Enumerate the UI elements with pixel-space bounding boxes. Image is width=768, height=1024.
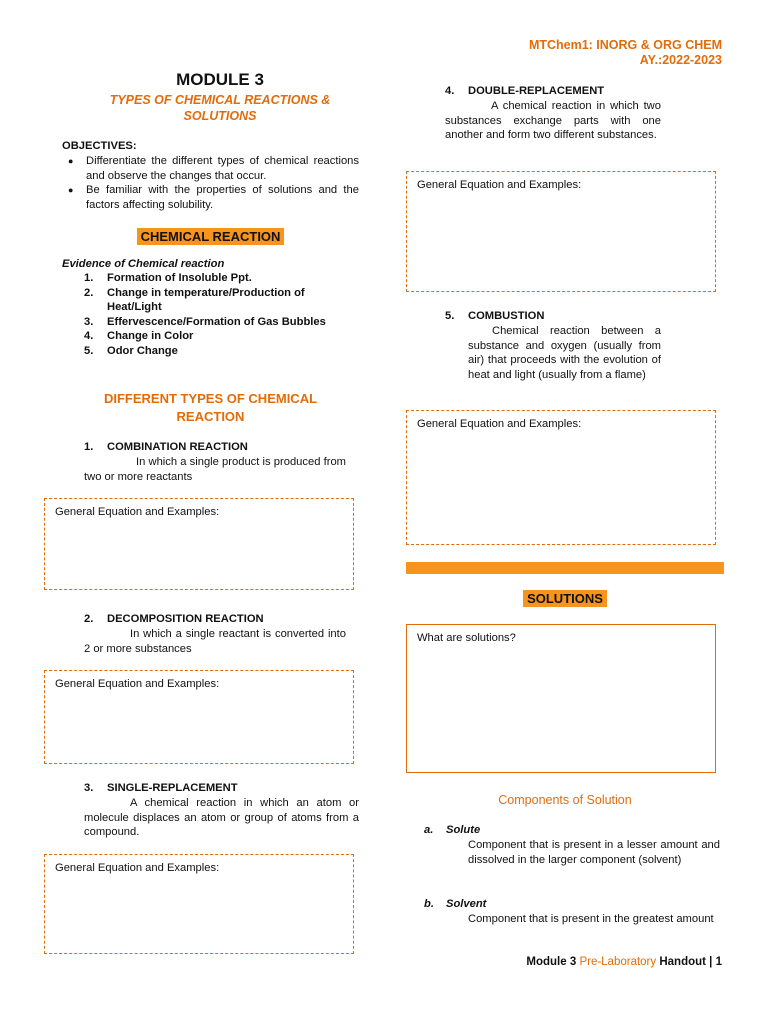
solutions-answer-box[interactable] xyxy=(406,624,716,773)
objectives-heading: OBJECTIVES: xyxy=(62,140,137,152)
double-replacement-answer-box[interactable] xyxy=(406,171,716,292)
objective-item: ● Be familiar with the properties of solutions and the factors affecting solubility. xyxy=(62,183,359,212)
decomposition-title: 2. DECOMPOSITION REACTION xyxy=(84,613,264,625)
evidence-item: 4. Change in Color xyxy=(84,330,194,343)
page-footer xyxy=(526,955,722,970)
evidence-item: 5. Odor Change xyxy=(84,344,178,357)
section-divider-bar xyxy=(406,562,724,574)
component-solute-term: a. Solute xyxy=(424,824,481,836)
components-heading: Components of Solution xyxy=(498,793,632,807)
combustion-desc: Chemical reaction between a substance and oxygen (usually from air) that proceeds with the evolution of heat and light (usually from a flame) xyxy=(468,325,661,381)
objective-item: ● Differentiate the different types of chemical reactions and observe the changes that occur. xyxy=(62,154,359,183)
evidence-item: 2. Change in temperature/Production of Heat/Light xyxy=(84,286,305,314)
box-label: General Equation and Examples: xyxy=(417,418,582,430)
evidence-item: 1. Formation of Insoluble Ppt. xyxy=(84,272,252,284)
component-solvent-term: b. Solvent xyxy=(424,898,487,910)
combination-desc: In which a single product is produced from two or more reactants xyxy=(84,456,346,483)
box-label: General Equation and Examples: xyxy=(55,678,220,690)
types-heading-line1: DIFFERENT TYPES OF CHEMICAL xyxy=(103,391,318,406)
box-label: General Equation and Examples: xyxy=(55,506,220,518)
chemical-reaction-heading-wrap xyxy=(62,228,359,246)
decomposition-answer-box[interactable] xyxy=(44,670,354,764)
single-replacement-answer-box[interactable] xyxy=(44,854,354,954)
module-subtitle-line1: TYPES OF CHEMICAL REACTIONS & xyxy=(109,93,331,107)
combination-title: 1. COMBINATION REACTION xyxy=(84,441,248,453)
component-solvent-desc: Component that is present in the greatest amount xyxy=(468,913,714,925)
academic-year: AY.:2022-2023 xyxy=(639,53,722,67)
double-replacement-desc: A chemical reaction in which two substances exchange parts with one another and form two different substances. xyxy=(445,100,661,142)
solutions-heading-wrap xyxy=(406,590,724,608)
combustion-title: 5. COMBUSTION xyxy=(445,310,545,322)
box-label: General Equation and Examples: xyxy=(417,179,582,191)
module-title: MODULE 3 xyxy=(176,70,264,89)
evidence-heading: Evidence of Chemical reaction xyxy=(62,258,225,270)
footer-module: Module 3 xyxy=(526,956,577,968)
module-subtitle xyxy=(60,92,380,124)
single-replacement-title: 3. SINGLE-REPLACEMENT xyxy=(84,782,238,794)
evidence-item: 3. Effervescence/Formation of Gas Bubbles xyxy=(84,315,326,328)
types-heading xyxy=(62,390,359,426)
component-solute-desc: Component that is present in a lesser amount and dissolved in the larger component (solvent) xyxy=(468,839,720,866)
course-title: MTChem1: INORG & ORG CHEM xyxy=(528,38,722,52)
combination-answer-box[interactable] xyxy=(44,498,354,590)
footer-prelab: Pre-Laboratory xyxy=(579,956,657,968)
solutions-question: What are solutions? xyxy=(417,632,516,644)
footer-page: Handout | 1 xyxy=(659,956,722,968)
module-subtitle-line2: SOLUTIONS xyxy=(183,109,257,123)
evidence-list xyxy=(84,271,334,359)
box-label: General Equation and Examples: xyxy=(55,862,220,874)
combustion-answer-box[interactable] xyxy=(406,410,716,545)
types-heading-line2: REACTION xyxy=(176,409,245,424)
objectives-list xyxy=(62,154,359,212)
double-replacement-title: 4. DOUBLE-REPLACEMENT xyxy=(445,85,605,97)
single-replacement-desc: A chemical reaction in which an atom or molecule displaces an atom or group of atoms from a compound. xyxy=(84,797,359,839)
chemical-reaction-heading: CHEMICAL REACTION xyxy=(137,228,285,245)
decomposition-desc: In which a single reactant is converted into 2 or more substances xyxy=(84,628,346,655)
solutions-heading: SOLUTIONS xyxy=(523,590,607,607)
